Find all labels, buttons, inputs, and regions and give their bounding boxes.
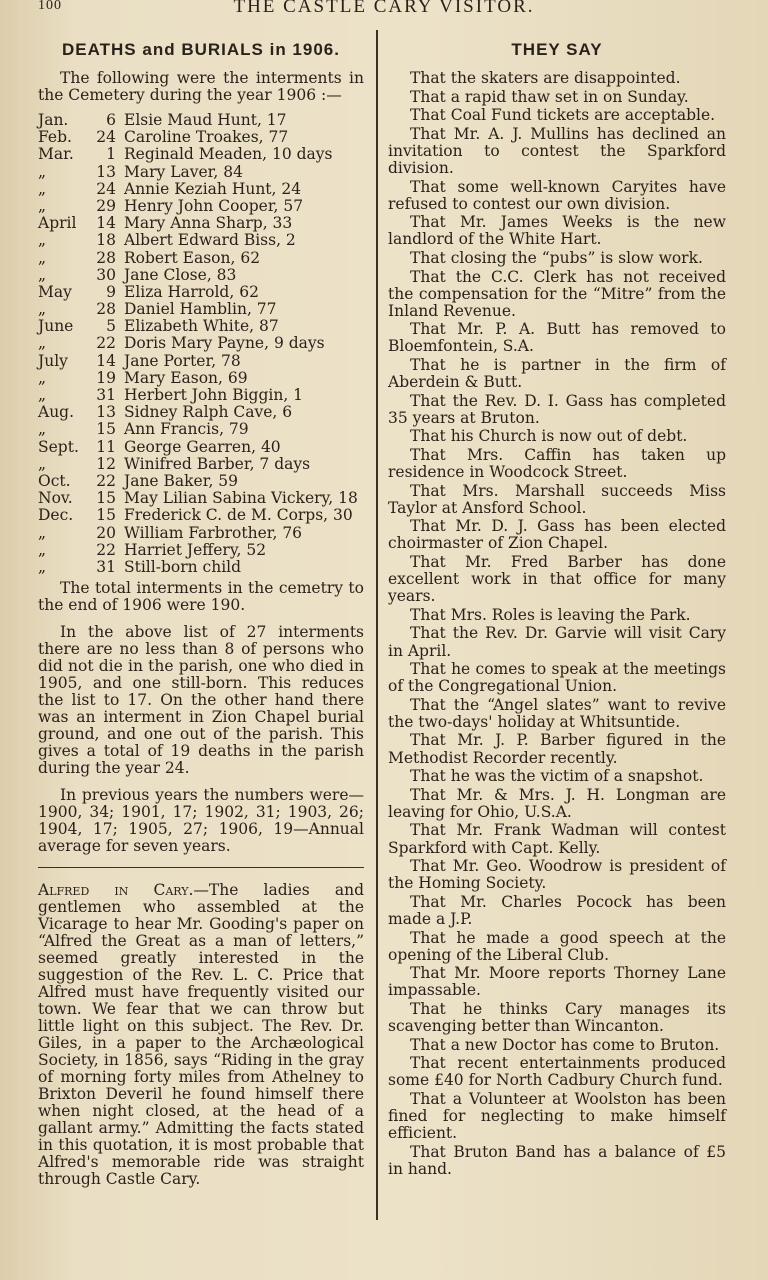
interment-day: 13 <box>96 162 116 181</box>
they-say-item: That Mrs. Roles is leaving the Park. <box>410 605 691 624</box>
interment-month: Aug. <box>38 403 75 422</box>
interment-name: Robert Eason, 62 <box>124 248 261 267</box>
interment-row <box>38 232 364 249</box>
interment-name: Reginald Meaden, 10 days <box>124 145 333 164</box>
page-header <box>0 0 768 22</box>
deaths-heading: DEATHS and BURIALS in 1906. <box>62 40 340 59</box>
left-column <box>38 32 364 1188</box>
interment-month: Jan. <box>38 111 69 129</box>
they-say-item: That a Volunteer at Woolston has been fined for neglecting to make himself efficient. <box>388 1089 726 1143</box>
interment-month: April <box>38 214 77 233</box>
interment-name: William Farbrother, 76 <box>124 523 303 542</box>
interment-month: „ <box>38 454 47 473</box>
column-divider <box>376 30 378 1220</box>
they-say-item: That recent entertainments produced some £40 for North Cadbury Church fund. <box>388 1054 726 1090</box>
they-say-item: That Mr. Frank Wadman will contest Sparkford with Capt. Kelly. <box>388 821 726 857</box>
interment-name: Eliza Harrold, 62 <box>124 282 259 301</box>
they-say-item: That closing the “pubs” is slow work. <box>410 248 703 267</box>
they-say-item: That Mr. J. P. Barber figured in the Methodist Recorder recently. <box>388 731 726 767</box>
they-say-item: That Mr. Geo. Woodrow is president of the Homing Society. <box>388 857 726 893</box>
right-column <box>388 32 726 1179</box>
they-say-item: That Mrs. Marshall succeeds Miss Taylor at Ansford School. <box>388 481 726 517</box>
alfred-heading: Alfred in Cary. <box>38 881 194 900</box>
deaths-intro: The following were the interments in the Cemetery during the year 1906 :— <box>38 69 364 104</box>
interment-name: Daniel Hamblin, 77 <box>124 300 277 319</box>
interment-month: June <box>38 317 74 336</box>
interment-row <box>38 542 364 559</box>
interment-month: „ <box>38 523 47 542</box>
interment-day: 14 <box>96 351 116 370</box>
they-say-item: That Mr. Fred Barber has done excellent work in that office for many years. <box>388 553 726 606</box>
they-say-item: That Coal Fund tickets are acceptable. <box>410 106 716 125</box>
interment-day: 29 <box>96 196 116 215</box>
they-say-item: That Mrs. Caffin has taken up residence in Woodcock Street. <box>388 445 726 482</box>
interment-row <box>38 387 364 404</box>
interment-month: „ <box>38 196 47 215</box>
interment-month: Sept. <box>38 437 79 456</box>
interment-name: Elsie Maud Hunt, 17 <box>124 111 287 129</box>
interment-day: 5 <box>106 317 116 336</box>
interment-day: 24 <box>96 179 116 198</box>
interment-name: Winifred Barber, 7 days <box>124 454 311 473</box>
interment-row <box>38 250 364 267</box>
page-number: 100 <box>38 0 62 13</box>
they-say-item: That Mr. Charles Pocock has been made a J.P. <box>388 892 726 928</box>
they-say-item: That Mr. P. A. Butt has removed to Bloemfontein, S.A. <box>388 320 726 356</box>
alfred-article <box>38 882 364 1188</box>
interment-row <box>38 318 364 335</box>
they-say-item: That the skaters are disappointed. <box>410 69 681 87</box>
they-say-item: That a new Doctor has come to Bruton. <box>410 1035 720 1054</box>
interment-day: 20 <box>96 523 116 542</box>
interment-day: 22 <box>96 334 116 353</box>
interment-name: Harriet Jeffery, 52 <box>124 540 267 559</box>
interment-name: Jane Porter, 78 <box>124 351 241 370</box>
interment-month: Nov. <box>38 489 73 508</box>
they-say-item: That a rapid thaw set in on Sunday. <box>410 87 689 106</box>
interment-row <box>38 146 364 163</box>
interment-name: George Gearren, 40 <box>124 437 281 456</box>
they-say-item: That the Rev. Dr. Garvie will visit Cary in April. <box>388 624 726 660</box>
interment-row <box>38 370 364 387</box>
interment-month: Oct. <box>38 471 71 490</box>
interment-row <box>38 507 364 524</box>
they-say-item: That he comes to speak at the meetings of the Congregational Union. <box>388 660 726 696</box>
interment-day: 1 <box>106 145 116 164</box>
interment-day: 15 <box>96 489 116 508</box>
interment-row <box>38 353 364 370</box>
interment-list <box>38 112 364 576</box>
interment-row <box>38 335 364 352</box>
interment-month: July <box>38 351 68 370</box>
interment-day: 15 <box>96 506 116 525</box>
they-say-item: That he is partner in the firm of Aberdein & Butt. <box>388 356 726 392</box>
interment-row <box>38 215 364 232</box>
interment-row <box>38 284 364 301</box>
interment-name: Frederick C. de M. Corps, 30 <box>124 506 353 525</box>
interment-row <box>38 559 364 576</box>
they-say-item: That Mr. D. J. Gass has been elected choirmaster of Zion Chapel. <box>388 517 726 553</box>
interment-name: Mary Anna Sharp, 33 <box>124 214 293 233</box>
interment-day: 18 <box>96 231 116 250</box>
interment-month: „ <box>38 386 47 404</box>
interment-name: Mary Laver, 84 <box>124 162 243 181</box>
interment-name: Caroline Troakes, 77 <box>124 128 289 147</box>
interment-name: Doris Mary Payne, 9 days <box>124 334 325 353</box>
interment-day: 6 <box>106 111 116 129</box>
interment-day: 28 <box>96 248 116 267</box>
deaths-paragraph: In the above list of 27 interments there are no less than 8 of persons who did not die in the parish, one who died in 1905, and one still-born. This reduces the list to 17. On the other hand there was an interment in Zion Chapel burial ground, and one out of the parish. This gives a total of 19 deaths in the parish during the year 24. <box>38 623 364 778</box>
deaths-paragraph: In previous years the numbers were— 1900, 34; 1901, 17; 1902, 31; 1903, 26; 1904, 17; 1905, 27; 1906, 19—Annual average for seven years. <box>38 786 364 856</box>
interment-month: „ <box>38 231 47 250</box>
they-say-item: That Mr. Moore reports Thorney Lane impassable. <box>388 964 726 1000</box>
interment-day: 22 <box>96 471 116 490</box>
interment-name: Elizabeth White, 87 <box>124 317 279 336</box>
interment-month: „ <box>38 162 47 181</box>
they-say-item: That his Church is now out of debt. <box>410 427 688 446</box>
they-say-item: That Mr. James Weeks is the new landlord of the White Hart. <box>388 213 726 249</box>
interment-month: Feb. <box>38 128 72 147</box>
interment-month: May <box>38 282 72 301</box>
interment-month: „ <box>38 557 47 576</box>
interment-day: 14 <box>96 214 116 233</box>
interment-month: „ <box>38 368 47 387</box>
alfred-text: —The ladies and gentlemen who assembled at the Vicarage to hear Mr. Gooding's paper on “Alfred the Great as a man of letters,” seemed greatly interested in the suggestion of the Rev. L. C. Price that Alfred must have frequently visited our town. We fear that we can throw but little light on this subject. The Rev. Dr. Giles, in a paper to the Archæological Society, in 1856, says “Riding in the gray of morning forty miles from Athelney to Brixton Deveril he found himself there when night closed, at the head of a gallant army.” Admitting the facts stated in this quotation, it is most probable that Alfred's memorable ride was straight through Castle Cary. <box>38 881 364 1189</box>
interment-row <box>38 421 364 438</box>
interment-day: 13 <box>96 403 116 422</box>
interment-name: Albert Edward Biss, 2 <box>124 231 296 250</box>
interment-month: „ <box>38 300 47 319</box>
interment-month: „ <box>38 420 47 439</box>
interment-day: 22 <box>96 540 116 559</box>
interment-row <box>38 525 364 542</box>
interment-row <box>38 473 364 490</box>
interment-row <box>38 164 364 181</box>
they-say-heading: THEY SAY <box>511 40 603 59</box>
interment-day: 30 <box>96 265 116 284</box>
interment-day: 24 <box>96 128 116 147</box>
they-say-list <box>388 70 726 1178</box>
interment-month: „ <box>38 540 47 559</box>
section-rule <box>38 867 364 868</box>
interment-month: „ <box>38 179 47 198</box>
they-say-item: That the Rev. D. I. Gass has completed 35 years at Bruton. <box>388 391 726 427</box>
they-say-item: That he thinks Cary manages its scavenging better than Wincanton. <box>388 999 726 1035</box>
interment-row <box>38 456 364 473</box>
interment-month: Dec. <box>38 506 74 525</box>
interment-month: „ <box>38 265 47 284</box>
interment-name: Jane Baker, 59 <box>124 471 239 490</box>
interment-day: 15 <box>96 420 116 439</box>
interment-row <box>38 267 364 284</box>
interment-name: Henry John Cooper, 57 <box>124 196 304 215</box>
interment-day: 31 <box>96 557 116 576</box>
they-say-item: That some well-known Caryites have refused to contest our own division. <box>388 177 726 213</box>
interment-name: May Lilian Sabina Vickery, 18 <box>124 489 358 508</box>
interment-day: 9 <box>106 282 116 301</box>
interment-day: 28 <box>96 300 116 319</box>
interment-row <box>38 404 364 421</box>
interment-day: 11 <box>96 437 116 456</box>
they-say-item: That he was the victim of a snapshot. <box>410 767 704 786</box>
deaths-paragraph: The total interments in the cemetry to the end of 1906 were 190. <box>38 579 364 615</box>
interment-day: 19 <box>96 368 116 387</box>
interment-name: Sidney Ralph Cave, 6 <box>124 403 293 422</box>
interment-row <box>38 112 364 129</box>
interment-month: „ <box>38 248 47 267</box>
interment-row <box>38 181 364 198</box>
interment-day: 31 <box>96 386 116 404</box>
page-title: THE CASTLE CARY VISITOR. <box>233 0 535 17</box>
interment-row <box>38 490 364 507</box>
interment-name: Mary Eason, 69 <box>124 368 248 387</box>
interment-name: Ann Francis, 79 <box>124 420 249 439</box>
interment-name: Jane Close, 83 <box>124 265 237 284</box>
interment-row <box>38 129 364 146</box>
they-say-item: That the “Angel slates” want to revive the two-days' holiday at Whitsuntide. <box>388 695 726 731</box>
interment-row <box>38 301 364 318</box>
they-say-item: That he made a good speech at the opening of the Liberal Club. <box>388 928 726 964</box>
interment-month: „ <box>38 334 47 353</box>
interment-name: Herbert John Biggin, 1 <box>124 386 304 404</box>
they-say-item: That Mr. A. J. Mullins has declined an invitation to contest the Sparkford division. <box>388 124 726 177</box>
interment-month: Mar. <box>38 145 74 164</box>
they-say-item: That Bruton Band has a balance of £5 in hand. <box>388 1142 726 1178</box>
interment-row <box>38 439 364 456</box>
interment-name: Annie Keziah Hunt, 24 <box>124 179 302 198</box>
they-say-item: That Mr. & Mrs. J. H. Longman are leaving for Ohio, U.S.A. <box>388 785 726 821</box>
interment-name: Still-born child <box>124 557 242 576</box>
they-say-item: That the C.C. Clerk has not received the compensation for the “Mitre” from the Inland Revenue. <box>388 267 726 320</box>
interment-row <box>38 198 364 215</box>
interment-day: 12 <box>96 454 116 473</box>
